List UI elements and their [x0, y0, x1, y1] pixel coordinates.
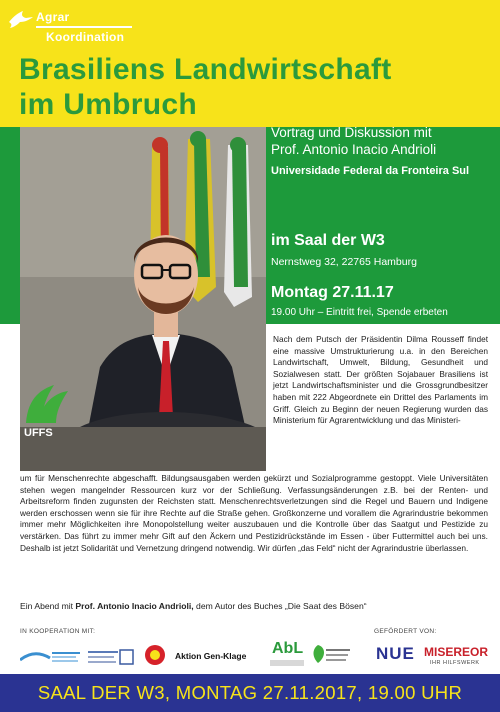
- institute-logo-icon: [88, 647, 134, 667]
- subtitle-line-2: Prof. Antonio Inacio Andrioli: [271, 142, 437, 157]
- misereor-logo: [424, 645, 490, 669]
- venue-title: im Saal der W3: [271, 232, 385, 249]
- closing-suffix: dem Autor des Buches „Die Saat des Bösen“: [193, 601, 367, 611]
- aktion-gen-klage-logo: Aktion Gen-Klage: [175, 651, 247, 661]
- abl-logo: [270, 640, 304, 668]
- abl-logo-underline: [270, 660, 304, 666]
- speaker-photo: [20, 127, 266, 471]
- nue-logo: NUE: [376, 644, 415, 663]
- footer-banner: SAAL DER W3, MONTAG 27.11.2017, 19.00 UHR: [0, 674, 500, 712]
- closing-line: [20, 601, 488, 611]
- cooperation-label: IN KOOPERATION MIT:: [20, 628, 96, 635]
- subtitle-line-1: Vortrag und Diskussion mit: [271, 125, 432, 140]
- logo-text-koordination: Koordination: [46, 30, 125, 44]
- logo-rule: [36, 26, 132, 28]
- bird-icon: [8, 10, 34, 30]
- university-name: Universidade Federal da Fronteira Sul: [271, 165, 470, 177]
- uffs-badge: UFFS: [24, 427, 53, 439]
- event-subtitle: [271, 124, 496, 158]
- partner-logo-1: [20, 648, 82, 666]
- event-time: 19.00 Uhr – Eintritt frei, Spende erbeten: [271, 307, 448, 318]
- partner-logo-6: [312, 643, 352, 667]
- speaker-illustration: [20, 127, 266, 471]
- event-date: Montag 27.11.17: [271, 284, 394, 301]
- page-title: [19, 52, 489, 122]
- abl-logo-text: AbL: [272, 640, 304, 657]
- misereor-logo-text: MISEREOR: [424, 645, 489, 659]
- agrar-koordination-logo: [8, 8, 132, 50]
- title-line-2: im Umbruch: [19, 88, 198, 121]
- misereor-logo-subtitle: IHR HILFSWERK: [430, 660, 480, 666]
- venue-address: Nernstweg 32, 22765 Hamburg: [271, 256, 417, 268]
- body-text-full: um für Menschenrechte abgeschafft. Bildungsausgaben werden gekürzt und Sozialprogramme gestoppt. Viele Universitäten stehen wegen mangelnder Ressourcen kurz vor der Schließung. Verfassungsänderungen z.B. bei der Renten- und Arbeitsreform finden zugunsten der Reichsten statt. Menschenrechtsverletzungen sind die Regel und Bauern und Indigene werden erschossen wenn sie für ihre Rechte auf die Straße gehen. Großkonzerne und vorallem die Agrarindustrie bekommen immer mehr Möglichkeiten ihre Monopolstellung weiter auszubauen und die Kontrolle über das Saatgut und Pestizide zu verstärken. Das führt zu immer mehr Gift auf den Äckern und Pestizidrückstände im Essen - über Futtermittel auch bei uns. Deshalb ist jetzt Solidarität und Vernetzung dringend notwendig. Wir dürfen „das Feld“ nicht der Agrarindustrie überlassen.: [20, 473, 488, 553]
- wave-logo-icon: [20, 648, 82, 666]
- header-band: [0, 0, 500, 127]
- partner-logo-2: [88, 647, 134, 667]
- title-line-1: Brasiliens Landwirtschaft: [19, 53, 392, 86]
- red-seal-icon: [144, 644, 166, 666]
- funded-label: GEFÖRDERT VON:: [374, 628, 437, 635]
- partner-logo-3: [144, 644, 166, 666]
- leaf-logo-icon: [312, 643, 352, 667]
- logo-text-agrar: Agrar: [36, 10, 70, 24]
- closing-prefix: Ein Abend mit: [20, 601, 76, 611]
- closing-speaker: Prof. Antonio Inacio Andrioli,: [75, 601, 194, 611]
- body-text-column: Nach dem Putsch der Präsidentin Dilma Rousseff findet eine massive Umstrukturierung u.a. in den Bereichen Landwirtschaft, Umwelt, Bildung, Gesundheit und Sozialwesen statt. Der größten Sojabauer Brasiliens ist jetzt Landwirtschaftsminister und die Grossgrundbesitzer haben mit 222 Abgeordnete ein Drittel des Parlaments im Griff. Gleich zu Beginn der neuen Regierung wurden das Ministerium für Agrarentwicklung und das Ministeri-: [273, 334, 488, 426]
